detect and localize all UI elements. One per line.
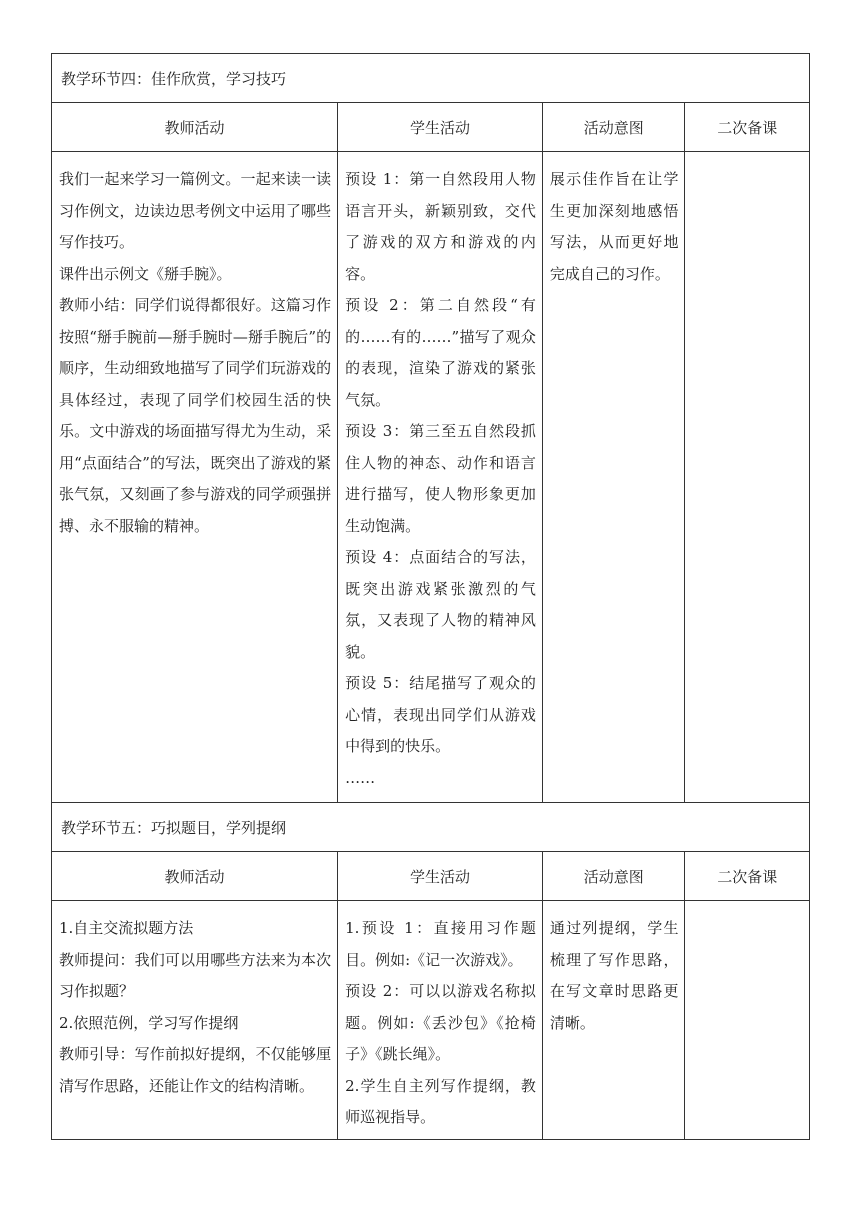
teacher-activity-cell bbox=[52, 901, 338, 1140]
paragraph: 1.自主交流拟题方法 bbox=[59, 919, 194, 937]
header-teacher-activity: 教师活动 bbox=[52, 103, 338, 152]
header-teacher-activity: 教师活动 bbox=[52, 852, 338, 901]
paragraph: 2.学生自主列写作提纲，教师巡视指导。 bbox=[345, 1076, 536, 1126]
paragraph: 预设 2：第二自然段“有的……有的……”描写了观众的表现，渲染了游戏的紧张气氛。 bbox=[345, 296, 536, 409]
activity-intent-cell bbox=[542, 901, 685, 1140]
paragraph: 2.依照范例，学习写作提纲 bbox=[59, 1013, 239, 1032]
header-student-activity: 学生活动 bbox=[338, 103, 543, 152]
paragraph: 教师小结：同学们说得都很好。这篇习作按照“掰手腕前—掰手腕时—掰手腕后”的顺序，生动细致地描写了同学们玩游戏的具体经过，表现了同学们校园生活的快乐。文中游戏的场面描写得尤为生动，采用“点面结合”的写法，既突出了游戏的紧张气氛，又刻画了参与游戏的同学顽强拼搏、永不服输的精神。 bbox=[59, 296, 332, 535]
paragraph: 预设 4：点面结合的写法，既突出游戏紧张激烈的气氛，又表现了人物的精神风貌。 bbox=[345, 548, 536, 661]
header-secondary-prep: 二次备课 bbox=[685, 852, 810, 901]
paragraph: 教师提问：我们可以用哪些方法来为本次习作拟题？ bbox=[59, 950, 332, 1000]
paragraph: 通过列提纲，学生梳理了写作思路，在写文章时思路更清晰。 bbox=[549, 919, 679, 1032]
paragraph: 预设 2：可以以游戏名称拟题。例如:《丢沙包》《抢椅子》《跳长绳》。 bbox=[345, 982, 536, 1063]
paragraph: 预设 1：第一自然段用人物语言开头，新颖别致，交代了游戏的双方和游戏的内容。 bbox=[345, 170, 536, 283]
paragraph: 1.预设 1：直接用习作题目。例如:《记一次游戏》。 bbox=[345, 919, 536, 969]
section-title: 教学环节四：佳作欣赏，学习技巧 bbox=[52, 54, 810, 103]
header-activity-intent: 活动意图 bbox=[542, 103, 685, 152]
header-student-activity: 学生活动 bbox=[338, 852, 543, 901]
paragraph: 教师引导：写作前拟好提纲，不仅能够厘清写作思路，还能让作文的结构清晰。 bbox=[59, 1045, 332, 1095]
section-title: 教学环节五：巧拟题目，学列提纲 bbox=[52, 803, 810, 852]
paragraph: …… bbox=[345, 768, 376, 787]
header-secondary-prep: 二次备课 bbox=[685, 103, 810, 152]
paragraph: 课件出示例文《掰手腕》。 bbox=[59, 264, 232, 283]
content-row bbox=[52, 152, 810, 803]
content-row bbox=[52, 901, 810, 1140]
header-activity-intent: 活动意图 bbox=[542, 852, 685, 901]
paragraph: 预设 3：第三至五自然段抓住人物的神态、动作和语言进行描写，使人物形象更加生动饱满。 bbox=[345, 422, 536, 535]
paragraph: 预设 5：结尾描写了观众的心情，表现出同学们从游戏中得到的快乐。 bbox=[345, 674, 536, 755]
paragraph: 我们一起来学习一篇例文。一起来读一读习作例文，边读边思考例文中运用了哪些写作技巧。 bbox=[59, 170, 332, 251]
teacher-activity-cell bbox=[52, 152, 338, 803]
secondary-prep-cell bbox=[685, 901, 810, 1140]
activity-intent-cell bbox=[542, 152, 685, 803]
header-row bbox=[52, 103, 810, 152]
lesson-plan-table bbox=[51, 53, 810, 1140]
section-row bbox=[52, 54, 810, 103]
student-activity-cell bbox=[338, 152, 543, 803]
paragraph: 展示佳作旨在让学生更加深刻地感悟写法，从而更好地完成自己的习作。 bbox=[549, 170, 679, 283]
secondary-prep-cell bbox=[685, 152, 810, 803]
student-activity-cell bbox=[338, 901, 543, 1140]
section-row bbox=[52, 803, 810, 852]
header-row bbox=[52, 852, 810, 901]
